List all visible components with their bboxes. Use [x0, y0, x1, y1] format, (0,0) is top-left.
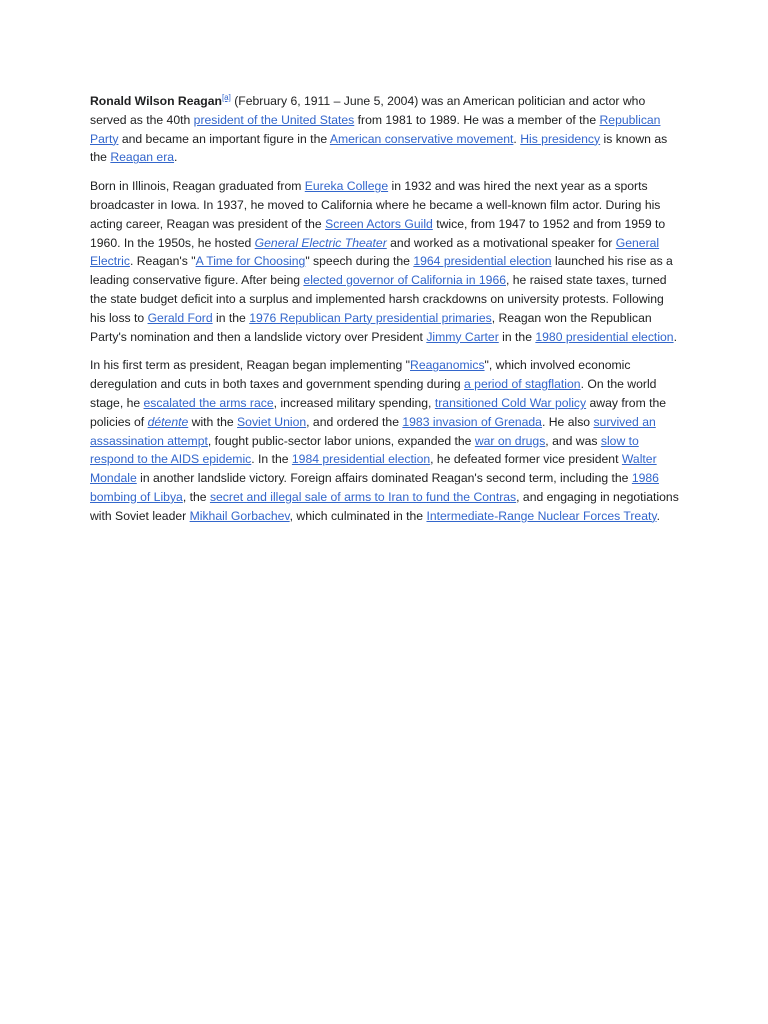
link-1964-election[interactable]: 1964 presidential election [413, 254, 552, 269]
link-soviet-union[interactable]: Soviet Union [237, 414, 307, 429]
article-subject: Ronald Wilson Reagan [90, 94, 222, 108]
link-1976-primaries[interactable]: 1976 Republican Party presidential primaries [249, 310, 492, 325]
presidency-paragraph: In his first term as president, Reagan began implementing "Reaganomics", which involved economic deregulation and cuts in both taxes and government spending during a period of stagflation. On the world stage, he escalated the arms race, increased military spending, transitioned Cold War policy away from the policies of détente with the Soviet Union, and ordered the 1983 invasion of Grenada. He also survived an assassination attempt, fought public-sector labor unions, expanded the war on drugs, and was slow to respond to the AIDS epidemic. In the 1984 presidential election, he defeated former vice president Walter Mondale in another landslide victory. Foreign affairs dominated Reagan's second term, including the 1986 bombing of Libya, the secret and illegal sale of arms to Iran to fund the Contras, and engaging in negotiations with Soviet leader Mikhail Gorbachev, which culminated in the Intermediate-Range Nuclear Forces Treaty. [90, 358, 679, 523]
link-gerald-ford[interactable]: Gerald Ford [147, 310, 213, 325]
intro-paragraph: Ronald Wilson Reagan[a] (February 6, 1911 – June 5, 2004) was an American politician and actor who served as the 40th president of the United States from 1981 to 1989. He was a member of the Republican Party and became an important figure in the American conservative movement. His presidency is known as the Reagan era. [90, 92, 668, 165]
link-eureka-college[interactable]: Eureka College [304, 179, 389, 194]
link-reagan-era[interactable]: Reagan era [110, 150, 175, 165]
link-arms-race[interactable]: escalated the arms race [143, 395, 274, 410]
link-1984-election[interactable]: 1984 presidential election [291, 452, 431, 467]
link-time-for-choosing[interactable]: A Time for Choosing [195, 254, 306, 269]
link-iran-contra[interactable]: secret and illegal sale of arms to Iran to fund the Contras [209, 489, 517, 504]
link-ge-theater[interactable]: General Electric Theater [254, 235, 387, 250]
link-screen-actors-guild[interactable]: Screen Actors Guild [325, 216, 433, 231]
link-inf-treaty[interactable]: Intermediate-Range Nuclear Forces Treaty [426, 508, 657, 523]
early-life-paragraph: Born in Illinois, Reagan graduated from Eureka College in 1932 and was hired the next year as a sports broadcaster in Iowa. In 1937, he moved to California where he became a well-known film actor. During his acting career, Reagan was president of the Screen Actors Guild twice, from 1947 to 1952 and from 1959 to 1960. In the 1950s, he hosted General Electric Theater and worked as a motivational speaker for General Electric. Reagan's "A Time for Choosing" speech during the 1964 presidential election launched his rise as a leading conservative figure. After being elected governor of California in 1966, he raised state taxes, turned the state budget deficit into a surplus and implemented harsh crackdowns on university protests. Following his loss to Gerald Ford in the 1976 Republican Party presidential primaries, Reagan won the Republican Party's nomination and then a landslide victory over President Jimmy Carter in the 1980 presidential election. [90, 179, 677, 344]
link-his-presidency[interactable]: His presidency [520, 131, 601, 146]
link-war-on-drugs[interactable]: war on drugs [474, 433, 546, 448]
link-president-us[interactable]: president of the United States [193, 112, 355, 127]
link-grenada[interactable]: 1983 invasion of Grenada [402, 414, 542, 429]
link-republican-party[interactable]: Republican Party [90, 112, 661, 146]
link-cold-war-policy[interactable]: transitioned Cold War policy [434, 395, 587, 410]
footnote-link[interactable]: [a] [221, 92, 231, 102]
link-detente[interactable]: détente [147, 414, 189, 429]
link-stagflation[interactable]: a period of stagflation [464, 377, 581, 392]
link-jimmy-carter[interactable]: Jimmy Carter [426, 329, 499, 344]
link-reaganomics[interactable]: Reaganomics [410, 358, 485, 373]
link-gorbachev[interactable]: Mikhail Gorbachev [189, 508, 290, 523]
link-aids-epidemic[interactable]: slow to respond to the AIDS epidemic [90, 433, 639, 467]
article-body [90, 92, 680, 526]
link-1980-election[interactable]: 1980 presidential election [535, 329, 674, 344]
link-governor-1966[interactable]: elected governor of California in 1966 [303, 273, 506, 288]
link-conservative-movement[interactable]: American conservative movement [329, 131, 514, 146]
link-walter-mondale[interactable]: Walter Mondale [90, 452, 657, 486]
link-general-electric[interactable]: General Electric [90, 235, 660, 269]
link-assassination-attempt[interactable]: survived an assassination attempt [90, 414, 656, 448]
link-libya-bombing[interactable]: 1986 bombing of Libya [90, 471, 659, 504]
